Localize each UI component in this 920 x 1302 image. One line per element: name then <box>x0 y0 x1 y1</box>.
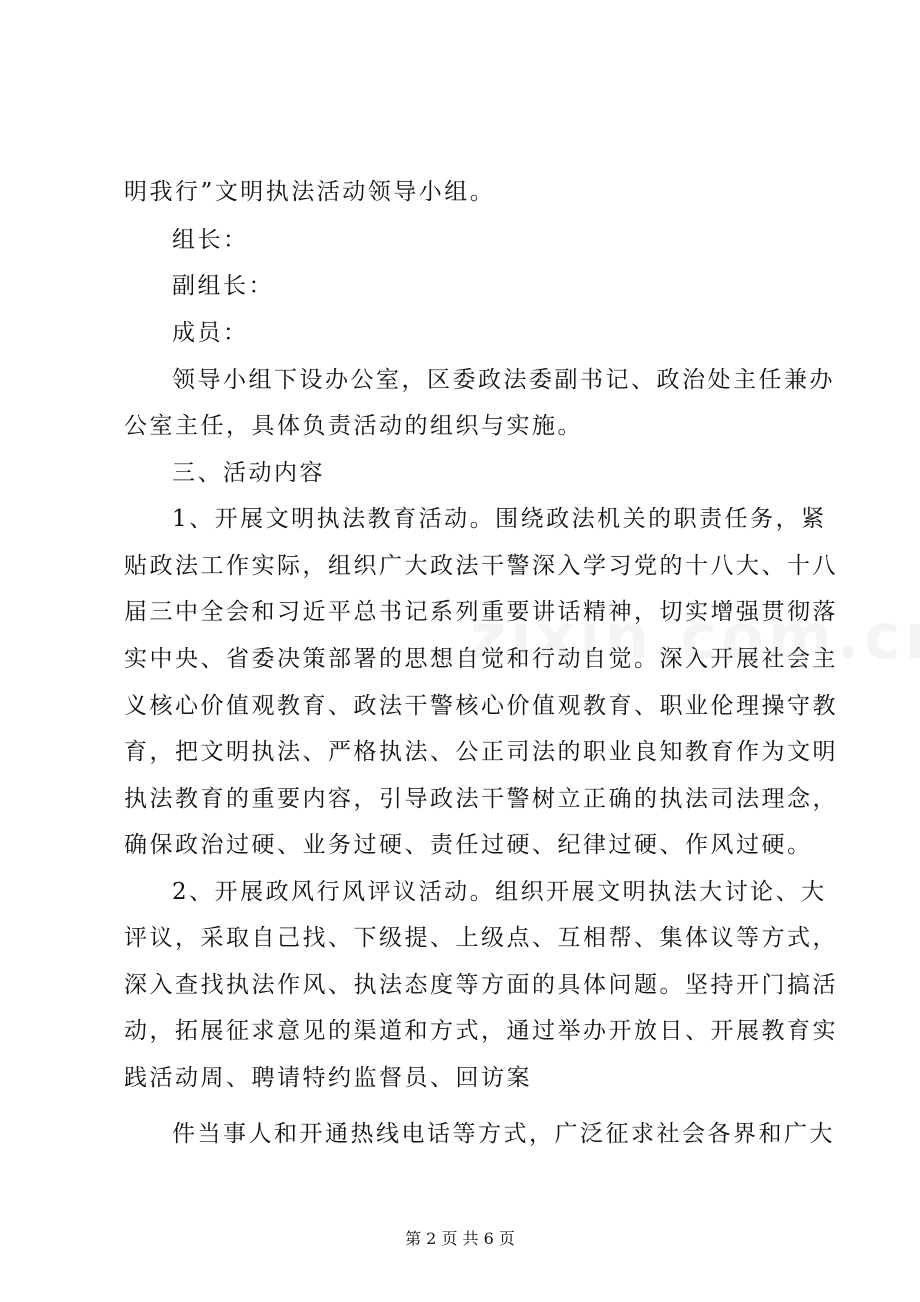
text-line: 深入查找执法作风、执法态度等方面的具体问题。坚持开门搞活 <box>124 972 838 998</box>
text-line: 届三中全会和习近平总书记系列重要讲话精神，切实增强贯彻落 <box>124 599 838 625</box>
text-line: 领导小组下设办公室，区委政法委副书记、政治处主任兼办 <box>172 367 835 393</box>
text-line: 1、开展文明执法教育活动。围绕政法机关的职责任务，紧 <box>172 506 827 532</box>
text-line: 贴政法工作实际，组织广大政法干警深入学习党的十八大、十八 <box>124 553 838 579</box>
text-line: 组长： <box>172 227 249 253</box>
text-line: 育，把文明执法、严格执法、公正司法的职业良知教育作为文明 <box>124 739 838 765</box>
text-line: 义核心价值观教育、政法干警核心价值观教育、职业伦理操守教 <box>124 693 838 719</box>
text-line: 公室主任，具体负责活动的组织与实施。 <box>124 413 583 439</box>
text-line: 实中央、省委决策部署的思想自觉和行动自觉。深入开展社会主 <box>124 646 838 672</box>
text-line: 件当事人和开通热线电话等方式，广泛征求社会各界和广大 <box>172 1121 835 1147</box>
text-line: 确保政治过硬、业务过硬、责任过硬、纪律过硬、作风过硬。 <box>124 832 813 858</box>
text-line: 明我行”文明执法活动领导小组。 <box>124 179 496 205</box>
text-line: 动，拓展征求意见的渠道和方式，通过举办开放日、开展教育实 <box>124 1018 838 1044</box>
page-number: 第 2 页 共 6 页 <box>405 1229 515 1248</box>
text-line: 践活动周、聘请特约监督员、回访案 <box>124 1065 532 1091</box>
section-heading: 三、活动内容 <box>172 460 325 486</box>
text-line: 副组长： <box>172 273 274 299</box>
text-line: 执法教育的重要内容，引导政法干警树立正确的执法司法理念， <box>124 786 838 812</box>
text-line: 成员： <box>172 320 249 346</box>
text-line: 2、开展政风行风评议活动。组织开展文明执法大讨论、大 <box>172 879 827 905</box>
text-line: 评议，采取自己找、下级提、上级点、互相帮、集体议等方式， <box>124 925 838 951</box>
